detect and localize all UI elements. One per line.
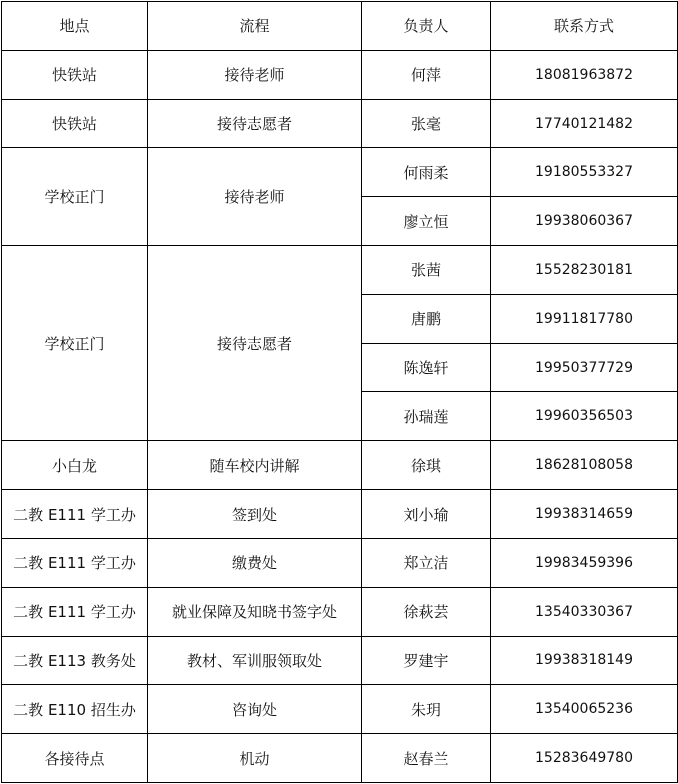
location-cell: 快铁站 [2,50,148,99]
header-person: 负责人 [362,2,491,51]
phone-cell: 19911817780 [491,294,678,343]
phone-cell: 19960356503 [491,392,678,441]
person-cell: 朱玥 [362,685,491,734]
phone-cell: 19180553327 [491,148,678,197]
location-cell: 二教 E111 学工办 [2,538,148,587]
process-cell: 咨询处 [148,685,362,734]
header-location: 地点 [2,2,148,51]
phone-cell: 17740121482 [491,99,678,148]
person-cell: 孙瑞莲 [362,392,491,441]
process-cell: 就业保障及知晓书签字处 [148,587,362,636]
location-cell: 小白龙 [2,441,148,490]
person-cell: 赵春兰 [362,734,491,783]
phone-cell: 19938314659 [491,490,678,539]
location-cell: 二教 E111 学工办 [2,587,148,636]
phone-cell: 15528230181 [491,246,678,295]
table-row [2,734,678,783]
table-row [2,246,678,295]
table-row [2,587,678,636]
person-cell: 张茜 [362,246,491,295]
reception-schedule-table [1,1,678,783]
person-cell: 何雨柔 [362,148,491,197]
process-cell: 签到处 [148,490,362,539]
person-cell: 陈逸轩 [362,343,491,392]
location-cell: 各接待点 [2,734,148,783]
person-cell: 徐萩芸 [362,587,491,636]
header-contact: 联系方式 [491,2,678,51]
phone-cell: 18081963872 [491,50,678,99]
location-cell: 二教 E111 学工办 [2,490,148,539]
phone-cell: 19983459396 [491,538,678,587]
phone-cell: 13540330367 [491,587,678,636]
process-cell: 接待志愿者 [148,246,362,441]
person-cell: 郑立洁 [362,538,491,587]
table-row [2,490,678,539]
phone-cell: 15283649780 [491,734,678,783]
phone-cell: 19938318149 [491,636,678,685]
header-process: 流程 [148,2,362,51]
table-row [2,685,678,734]
location-cell: 学校正门 [2,246,148,441]
header-row [2,2,678,51]
table-row [2,538,678,587]
table-row [2,636,678,685]
process-cell: 接待志愿者 [148,99,362,148]
location-cell: 学校正门 [2,148,148,246]
person-cell: 唐鹏 [362,294,491,343]
location-cell: 二教 E110 招生办 [2,685,148,734]
table-row [2,99,678,148]
phone-cell: 13540065236 [491,685,678,734]
table-row [2,148,678,197]
phone-cell: 19938060367 [491,197,678,246]
location-cell: 快铁站 [2,99,148,148]
process-cell: 机动 [148,734,362,783]
person-cell: 何萍 [362,50,491,99]
phone-cell: 18628108058 [491,441,678,490]
process-cell: 接待老师 [148,50,362,99]
phone-cell: 19950377729 [491,343,678,392]
process-cell: 随车校内讲解 [148,441,362,490]
person-cell: 徐琪 [362,441,491,490]
person-cell: 罗建宇 [362,636,491,685]
person-cell: 廖立恒 [362,197,491,246]
process-cell: 接待老师 [148,148,362,246]
person-cell: 张毫 [362,99,491,148]
location-cell: 二教 E113 教务处 [2,636,148,685]
process-cell: 缴费处 [148,538,362,587]
table-row [2,50,678,99]
process-cell: 教材、军训服领取处 [148,636,362,685]
table-row [2,441,678,490]
person-cell: 刘小瑜 [362,490,491,539]
